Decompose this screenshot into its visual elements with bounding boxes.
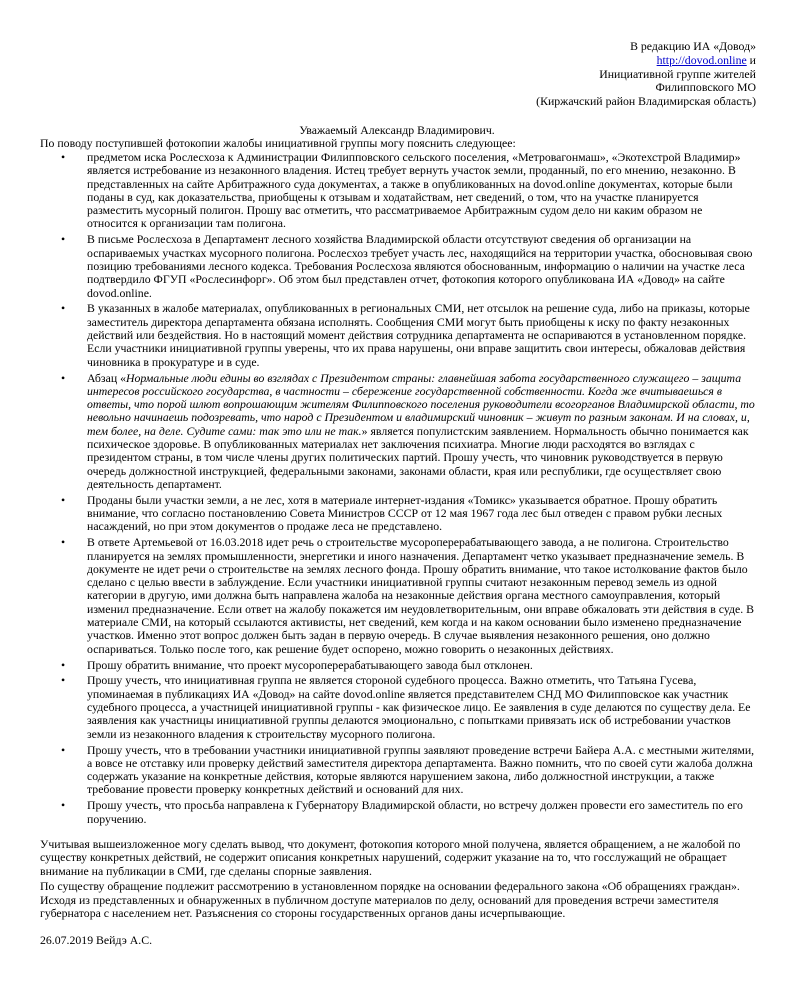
bullet-icon: • <box>61 150 66 164</box>
list-item <box>0 536 756 656</box>
list-item <box>0 799 756 826</box>
list-item-text: Прошу учесть, что просьба направлена к Губернатору Владимирской области, но встречу должен провести его заместитель по его поручению. <box>87 798 743 826</box>
list-item-text: предметом иска Рослесхоза к Администрации Филипповского сельского поселения, «Метровагонмаш», «Экотехстрой Владимир» является истребование из незаконного владения. Истец требует вернуть участок земли, проданный, по его мнению, незаконно. В представленных на сайте Арбитражного суда документах, а также в опубликованных на dovod.online документах, которые были поданы в суд, как доказательства, приобщены к отзывам и ходатайствам, нет сведений, о том, что на участке планируется разместить мусорный полигон. Прошу вас отметить, что рассматриваемое Арбитражным судом дело ни каким образом не относится к организации там полигона. <box>87 150 741 231</box>
addressee-line-1: В редакцию ИА «Довод» <box>630 39 756 53</box>
points-list <box>0 151 794 828</box>
dovod-link[interactable]: http://dovod.online <box>656 52 747 67</box>
addressee-line-4: Филипповского МО <box>655 80 756 95</box>
bullet-icon: • <box>61 657 66 672</box>
list-item-text: В указанных в жалобе материалах, опубликованных в региональных СМИ, нет отсылок на решение суда, либо на приказы, которые заместитель директора департамента обязана исполнять. Сообщения СМИ могут быть приобщены к иску по факту незаконных действий или бездействия. Но в настоящий момент действия сотрудника департамента не оспариваются в установленном порядке. Если участники инициативной группы уверены, что их права нарушены, они вправе защитить свои интересы, обжаловав действия чиновника в прокуратуре и в суде. <box>87 301 750 369</box>
list-item <box>0 151 756 231</box>
bullet-icon: • <box>61 535 66 550</box>
bullet-icon: • <box>61 370 66 385</box>
addressee-line-3: Инициативной группе жителей <box>599 66 756 81</box>
list-item <box>0 233 756 299</box>
list-item-text: Проданы были участки земли, а не лес, хотя в материале интернет-издания «Томикс» указывается обратное. Прошу обратить внимание, что согласно постановлению Совета Министров СССР от 12 мая 1967 года лес был отведен с правом рубки лесных насаждений, но при этом документов о продаже леса не представлено. <box>87 492 723 534</box>
list-item <box>0 659 756 672</box>
list-item-text: Прошу учесть, что инициативная группа не является стороной судебного процесса. Важно отметить, что Татьяна Гусева, упоминаемая в публикациях ИА «Довод» на сайте dovod.online является представителем СНД МО Филипповское как участник судебного процесса, а участницей инициативной группы - как физическое лицо. Ее заявления в суде делаются по существу дела. Ее заявления как участницы инициативной группы делаются эмоционально, с попытками привязать иск об истребовании участков земли из незаконного владения к строительству мусорного полигона. <box>87 673 751 741</box>
list-item-text: Прошу учесть, что в требовании участники инициативной группы заявляют проведение встречи Байера А.А. с местными жителями, а вовсе не отставку или проверку действий заместителя директора департамента. Важно помнить, что по своей сути жалоба должна содержать указание на конкретные действия, которые являются нарушением закона, либо должностной инструкции, а также требование провести проверку конкретных действий и оснований для них. <box>87 742 755 797</box>
list-item-prefix: Абзац « <box>87 370 126 385</box>
list-item <box>0 302 756 368</box>
addressee-line-5: (Киржачский район Владимирская область) <box>536 94 756 109</box>
bullet-icon: • <box>61 301 66 316</box>
intro-paragraph: По поводу поступившей фотокопии жалобы инициативной группы могу пояснить следующее: <box>40 136 516 150</box>
quoted-paragraph: Нормальные люди едины во взглядах с Президентом страны: главнейшая забота государственного служащего – защита интересов российского государства, в частности – сбережение государственной собственности. Когда же вчитываешься в ответы, что порой шлют вопрошающим жителям Филипповского поселения руководители всогорганов Владимирской области, то невольно начинаешь подозревать, что народ с Президентом и владимирский чиновник – живут по разным законам. И на словах, и, тем более, на деле. Судите сами: так это или не так. <box>87 370 755 438</box>
conclusion-paragraph: Исходя из представленных и обнаруженных в публичном доступе материалов по делу, оснований для проведения встречи заместителя губернатора с населением нет. Разъяснения со стороны государственных органов даны исчерпывающие. <box>40 893 719 921</box>
list-item <box>0 744 756 797</box>
list-item <box>0 494 756 534</box>
addressee-line-2 <box>536 54 756 68</box>
list-item-text: » является популистским заявлением. Нормальность обычно понимается как психическое здоровье. В опубликованных материалах нет заключения психиатра. Многие люди расходятся во взглядах с президентом страны, в том числе члены других политических партий. Прошу учесть, что чиновник руководствуется в первую очередь должностной инструкцией, федеральными законами, законами области, края или республики, где осуществляет свою деятельность департамент. <box>87 423 749 491</box>
bullet-icon: • <box>61 673 66 688</box>
list-item-text: Прошу обратить внимание, что проект мусороперерабатывающего завода был отклонен. <box>87 657 533 672</box>
signature-line: 26.07.2019 Вейдэ А.С. <box>40 933 153 947</box>
conclusion-paragraph: По существу обращение подлежит рассмотрению в установленном порядке на основании федерального закона «Об обращениях граждан». <box>40 879 740 893</box>
list-item <box>0 372 756 492</box>
bullet-icon: • <box>61 742 66 757</box>
addressee-block <box>536 40 756 109</box>
addressee-link-suffix: и <box>746 52 756 67</box>
list-item-text: В письме Рослесхоза в Департамент лесного хозяйства Владимирской области отсутствуют сведения об организации на оспариваемых участках мусорного полигона. Рослесхоз требует участь лес, находящийся на территории участка, обосновывая свою позицию требованиями лесного кодекса. Требования Рослесхоза являются обоснованным, информацию о наличии на участке леса подтвердило ФГУП «Рослесинфорг». Об этом был представлен отчет, фотокопия которого опубликована ИА «Довод» на сайте dovod.online. <box>87 232 753 300</box>
bullet-icon: • <box>61 232 66 247</box>
bullet-icon: • <box>61 492 66 507</box>
list-item-text: В ответе Артемьевой от 16.03.2018 идет речь о строительстве мусороперерабатывающего завода, а не полигона. Строительство планируется на землях промышленности, энергетики и иного назначения. Департамент четко указывает предназначение земель. В документе не идет речи о строительстве на землях лесного фонда. Прошу обратить внимание, что такое истолкование фактов было сделано с целью ввести в заблуждение. Если участники инициативной группы считают незаконным перевод земель из одной категории в другую, ими должна быть направлена жалоба на незаконные действия органа местного самоуправления, который изменил предназначение. Если ответ на жалобу покажется им неудовлетворительным, они вправе обжаловать эти действия в суде. В материале СМИ, на который ссылаются активисты, нет сведений, кем когда и на каком основании было изменено предназначение участков. Именно этот вопрос должен быть задан в первую очередь. В случае выявления незаконного решения, оно должно оспариваться. Только после того, как решение будет оспорено, можно говорить о незаконных действиях. <box>87 535 755 656</box>
conclusion-paragraph: Учитывая вышеизложенное могу сделать вывод, что документ, фотокопия которого мной получена, является обращением, а не жалобой по существу конкретных действий, не содержит описания конкретных нарушений, содержит указание на то, что госслужащий не обращает внимание на публикации в СМИ, где сделаны спорные заявления. <box>40 837 741 878</box>
list-item <box>0 674 756 740</box>
bullet-icon: • <box>61 798 66 813</box>
greeting: Уважаемый Александр Владимирович. <box>299 123 495 137</box>
